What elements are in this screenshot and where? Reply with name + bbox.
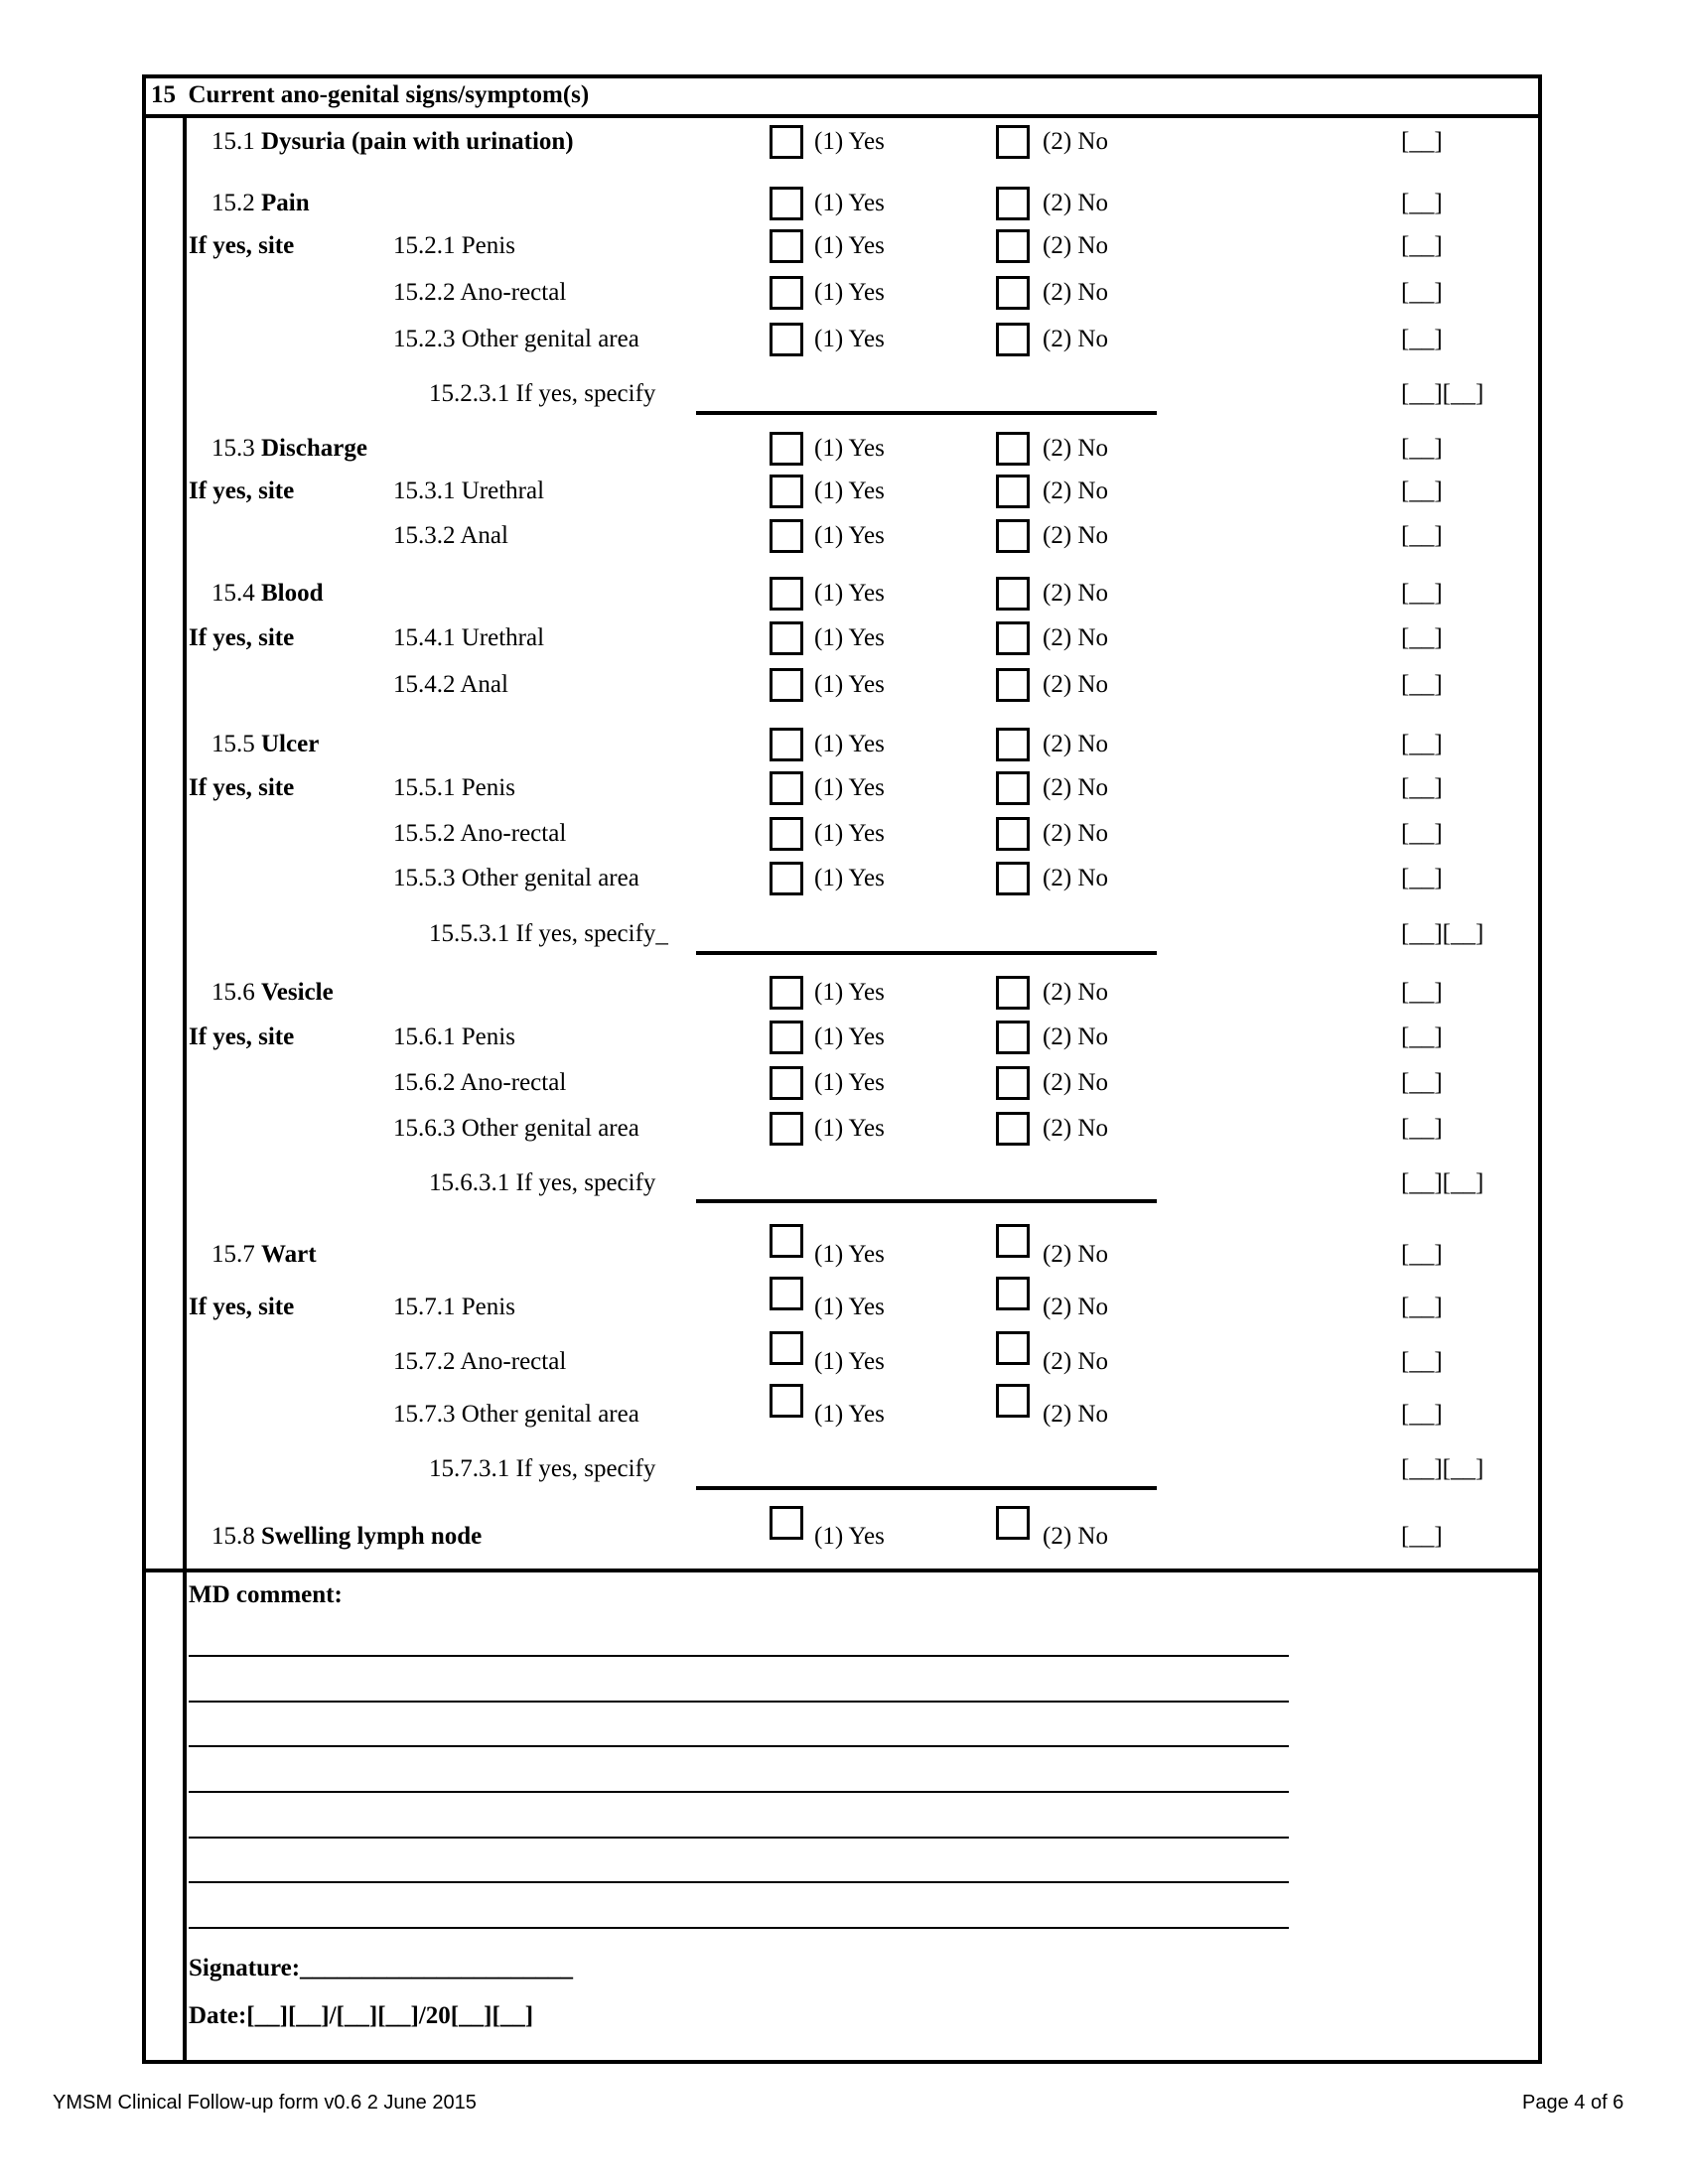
- yes-option-label: (1) Yes: [814, 774, 885, 801]
- item-number: 15.6.1: [393, 1024, 456, 1050]
- no-checkbox[interactable]: [996, 817, 1030, 851]
- footer-page-number: Page 4 of 6: [1522, 2092, 1624, 2114]
- no-option-label: (2) No: [1043, 1069, 1108, 1096]
- code-field[interactable]: [__]: [1401, 522, 1443, 549]
- item-number: 15.2.1: [393, 232, 456, 259]
- item-number: 15.7: [211, 1241, 255, 1268]
- no-option-label: (2) No: [1043, 580, 1108, 607]
- yes-option-label: (1) Yes: [814, 1523, 885, 1550]
- yes-checkbox[interactable]: [770, 276, 803, 310]
- no-option-label: (2) No: [1043, 1115, 1108, 1142]
- code-field[interactable]: [__]: [1401, 731, 1443, 757]
- yes-checkbox[interactable]: [770, 621, 803, 655]
- no-checkbox[interactable]: [996, 125, 1030, 159]
- item-15-3-1-label: [393, 477, 544, 506]
- code-field[interactable]: [__]: [1401, 1024, 1443, 1050]
- code-field[interactable]: [__]: [1401, 1069, 1443, 1096]
- no-option-label: (2) No: [1043, 820, 1108, 847]
- section-number: 15: [151, 81, 176, 108]
- no-option-label: (2) No: [1043, 1523, 1108, 1550]
- date-field[interactable]: Date:[__][__]/[__][__]/20[__][__]: [189, 2002, 534, 2029]
- code-field-double[interactable]: [__][__]: [1401, 380, 1484, 407]
- code-field[interactable]: [__]: [1401, 1115, 1443, 1142]
- item-15-6-label: [211, 978, 334, 1008]
- no-option-label: (2) No: [1043, 1401, 1108, 1428]
- code-field[interactable]: [__]: [1401, 671, 1443, 698]
- yes-checkbox[interactable]: [770, 976, 803, 1010]
- item-number: 15.3.1: [393, 478, 456, 504]
- item-number: 15.3: [211, 435, 255, 462]
- no-option-label: (2) No: [1043, 279, 1108, 306]
- yes-option-label: (1) Yes: [814, 1069, 885, 1096]
- no-checkbox[interactable]: [996, 621, 1030, 655]
- no-option-label: (2) No: [1043, 522, 1108, 549]
- item-15-4-2-label: [393, 670, 508, 700]
- yes-checkbox[interactable]: [770, 229, 803, 263]
- specify-input-line[interactable]: [696, 1486, 1157, 1490]
- no-checkbox[interactable]: [996, 577, 1030, 611]
- code-field[interactable]: [__]: [1401, 865, 1443, 891]
- item-number: 15.5.3: [393, 865, 456, 891]
- item-number: 15.7.1: [393, 1294, 456, 1320]
- item-15-6-2-label: [393, 1068, 566, 1098]
- yes-checkbox[interactable]: [770, 1277, 803, 1310]
- item-15-5-3-1-label: [429, 919, 668, 949]
- no-checkbox[interactable]: [996, 323, 1030, 356]
- code-field[interactable]: [__]: [1401, 979, 1443, 1006]
- yes-option-label: (1) Yes: [814, 1294, 885, 1320]
- no-checkbox[interactable]: [996, 519, 1030, 553]
- yes-checkbox[interactable]: [770, 475, 803, 508]
- comment-line[interactable]: [189, 1701, 1289, 1703]
- item-15-4-1-label: [393, 623, 544, 653]
- yes-checkbox[interactable]: [770, 1021, 803, 1054]
- no-option-label: (2) No: [1043, 128, 1108, 155]
- item-15-5-label: [211, 730, 319, 759]
- item-number: 15.4.1: [393, 624, 456, 651]
- code-field[interactable]: [__]: [1401, 774, 1443, 801]
- yes-option-label: (1) Yes: [814, 1401, 885, 1428]
- comment-line[interactable]: [189, 1745, 1289, 1747]
- comment-line[interactable]: [189, 1791, 1289, 1793]
- code-field[interactable]: [__]: [1401, 279, 1443, 306]
- item-number: 15.6.2: [393, 1069, 456, 1096]
- yes-option-label: (1) Yes: [814, 1241, 885, 1268]
- item-number: 15.5.2: [393, 820, 456, 847]
- item-15-5-2-label: [393, 819, 566, 849]
- item-name: Ulcer: [261, 731, 320, 757]
- item-name: Ano-rectal: [460, 1069, 567, 1096]
- code-field[interactable]: [__]: [1401, 1241, 1443, 1268]
- item-15-3-2-label: [393, 521, 508, 551]
- item-15-5-3-label: [393, 864, 639, 893]
- code-field[interactable]: [__]: [1401, 580, 1443, 607]
- section-header: [151, 77, 589, 113]
- no-checkbox[interactable]: [996, 475, 1030, 508]
- item-number: 15.3.2: [393, 522, 456, 549]
- item-name: Other genital area: [461, 1115, 639, 1142]
- no-option-label: (2) No: [1043, 435, 1108, 462]
- item-number: 15.4: [211, 580, 255, 607]
- signature-field[interactable]: Signature:______________________: [189, 1955, 574, 1981]
- no-checkbox[interactable]: [996, 1224, 1030, 1258]
- comment-divider: [142, 1569, 1542, 1572]
- comment-line[interactable]: [189, 1927, 1289, 1929]
- yes-checkbox[interactable]: [770, 771, 803, 805]
- item-name: Ano-rectal: [460, 820, 567, 847]
- code-field[interactable]: [__]: [1401, 128, 1443, 155]
- no-checkbox[interactable]: [996, 1384, 1030, 1418]
- item-name: Other genital area: [461, 1401, 639, 1428]
- code-field[interactable]: [__]: [1401, 232, 1443, 259]
- code-field[interactable]: [__]: [1401, 435, 1443, 462]
- yes-option-label: (1) Yes: [814, 580, 885, 607]
- item-number: 15.7.2: [393, 1348, 456, 1375]
- item-15-7-3-1-label: [429, 1454, 655, 1484]
- item-name: Urethral: [461, 478, 545, 504]
- no-checkbox[interactable]: [996, 1066, 1030, 1100]
- yes-option-label: (1) Yes: [814, 232, 885, 259]
- yes-checkbox[interactable]: [770, 323, 803, 356]
- code-field-double[interactable]: [__][__]: [1401, 1169, 1484, 1196]
- left-margin-divider: [183, 116, 187, 2064]
- no-checkbox[interactable]: [996, 1506, 1030, 1540]
- yes-checkbox[interactable]: [770, 1112, 803, 1146]
- item-15-6-1-label: [393, 1023, 515, 1052]
- no-checkbox[interactable]: [996, 771, 1030, 805]
- specify-input-line[interactable]: [696, 411, 1157, 415]
- footer-form-version: YMSM Clinical Follow-up form v0.6 2 June 2015: [53, 2092, 477, 2114]
- item-name: If yes, specify: [515, 380, 656, 407]
- no-option-label: (2) No: [1043, 1024, 1108, 1050]
- yes-option-label: (1) Yes: [814, 478, 885, 504]
- item-name: Penis: [461, 1024, 515, 1050]
- item-15-1-label: [211, 127, 574, 157]
- item-15-7-label: [211, 1240, 317, 1270]
- yes-checkbox[interactable]: [770, 125, 803, 159]
- item-15-2-2-label: [393, 278, 566, 308]
- item-15-6-3-label: [393, 1114, 639, 1144]
- item-15-3-label: [211, 434, 367, 464]
- code-field[interactable]: [__]: [1401, 1348, 1443, 1375]
- yes-checkbox[interactable]: [770, 862, 803, 895]
- no-checkbox[interactable]: [996, 862, 1030, 895]
- code-field[interactable]: [__]: [1401, 1523, 1443, 1550]
- item-name: Anal: [460, 522, 508, 549]
- yes-option-label: (1) Yes: [814, 1115, 885, 1142]
- if-yes-site-label: If yes, site: [189, 1024, 295, 1050]
- section-title: Current ano-genital signs/symptom(s): [188, 81, 590, 108]
- item-name: Dysuria (pain with urination): [261, 128, 574, 155]
- item-name: Penis: [461, 774, 515, 801]
- item-number: 15.6: [211, 979, 255, 1006]
- no-checkbox[interactable]: [996, 276, 1030, 310]
- yes-checkbox[interactable]: [770, 817, 803, 851]
- no-checkbox[interactable]: [996, 187, 1030, 220]
- item-name: Blood: [261, 580, 324, 607]
- yes-option-label: (1) Yes: [814, 731, 885, 757]
- item-name: Anal: [460, 671, 508, 698]
- item-number: 15.8: [211, 1523, 255, 1550]
- item-name: Urethral: [461, 624, 545, 651]
- item-name: Penis: [461, 1294, 515, 1320]
- code-field[interactable]: [__]: [1401, 820, 1443, 847]
- header-divider: [142, 114, 1542, 118]
- item-number: 15.1: [211, 128, 255, 155]
- item-15-8-label: [211, 1522, 482, 1552]
- item-number: 15.2: [211, 190, 255, 216]
- item-number: 15.2.2: [393, 279, 456, 306]
- no-option-label: (2) No: [1043, 979, 1108, 1006]
- item-number: 15.5: [211, 731, 255, 757]
- item-number: 15.4.2: [393, 671, 456, 698]
- code-field-double[interactable]: [__][__]: [1401, 920, 1484, 947]
- if-yes-site-label: If yes, site: [189, 478, 295, 504]
- item-number: 15.2.3.1: [429, 380, 510, 407]
- yes-option-label: (1) Yes: [814, 128, 885, 155]
- item-name: Vesicle: [261, 979, 334, 1006]
- item-name: Pain: [261, 190, 310, 216]
- item-name: If yes, specify: [515, 1169, 656, 1196]
- yes-option-label: (1) Yes: [814, 865, 885, 891]
- no-checkbox[interactable]: [996, 668, 1030, 702]
- yes-option-label: (1) Yes: [814, 190, 885, 216]
- comment-line[interactable]: [189, 1655, 1289, 1657]
- comment-line[interactable]: [189, 1837, 1289, 1839]
- item-15-2-label: [211, 189, 310, 218]
- no-option-label: (2) No: [1043, 478, 1108, 504]
- yes-checkbox[interactable]: [770, 1224, 803, 1258]
- if-yes-site-label: If yes, site: [189, 774, 295, 801]
- yes-checkbox[interactable]: [770, 1066, 803, 1100]
- specify-input-line[interactable]: [696, 951, 1157, 955]
- code-field[interactable]: [__]: [1401, 624, 1443, 651]
- item-15-7-2-label: [393, 1347, 566, 1377]
- no-checkbox[interactable]: [996, 728, 1030, 761]
- if-yes-site-label: If yes, site: [189, 232, 295, 259]
- code-field[interactable]: [__]: [1401, 1401, 1443, 1428]
- yes-checkbox[interactable]: [770, 728, 803, 761]
- item-name: Ano-rectal: [460, 279, 567, 306]
- yes-option-label: (1) Yes: [814, 1024, 885, 1050]
- item-15-7-3-label: [393, 1400, 639, 1430]
- item-number: 15.7.3.1: [429, 1455, 510, 1482]
- specify-input-line[interactable]: [696, 1199, 1157, 1203]
- if-yes-site-label: If yes, site: [189, 1294, 295, 1320]
- item-number: 15.5.3.1: [429, 920, 510, 947]
- item-name: Other genital area: [461, 326, 639, 352]
- code-field-double[interactable]: [__][__]: [1401, 1455, 1484, 1482]
- item-name: Penis: [461, 232, 515, 259]
- yes-checkbox[interactable]: [770, 519, 803, 553]
- no-option-label: (2) No: [1043, 624, 1108, 651]
- item-15-7-1-label: [393, 1293, 515, 1322]
- yes-option-label: (1) Yes: [814, 624, 885, 651]
- yes-option-label: (1) Yes: [814, 979, 885, 1006]
- no-option-label: (2) No: [1043, 1348, 1108, 1375]
- no-option-label: (2) No: [1043, 774, 1108, 801]
- no-checkbox[interactable]: [996, 432, 1030, 466]
- item-name: Other genital area: [461, 865, 639, 891]
- item-name: Discharge: [261, 435, 367, 462]
- yes-checkbox[interactable]: [770, 432, 803, 466]
- item-number: 15.7.3: [393, 1401, 456, 1428]
- item-15-2-1-label: [393, 231, 515, 261]
- item-name: Swelling lymph node: [261, 1523, 483, 1550]
- item-number: 15.5.1: [393, 774, 456, 801]
- md-comment-label: MD comment:: [189, 1581, 343, 1608]
- item-name: If yes, specify: [515, 1455, 656, 1482]
- comment-line[interactable]: [189, 1881, 1289, 1883]
- yes-checkbox[interactable]: [770, 187, 803, 220]
- item-number: 15.6.3.1: [429, 1169, 510, 1196]
- item-15-4-label: [211, 579, 324, 609]
- yes-checkbox[interactable]: [770, 1331, 803, 1365]
- no-checkbox[interactable]: [996, 229, 1030, 263]
- no-checkbox[interactable]: [996, 1331, 1030, 1365]
- item-15-5-1-label: [393, 773, 515, 803]
- item-name: If yes, specify_: [515, 920, 668, 947]
- item-number: 15.6.3: [393, 1115, 456, 1142]
- yes-checkbox[interactable]: [770, 1384, 803, 1418]
- item-name: Ano-rectal: [460, 1348, 567, 1375]
- item-number: 15.2.3: [393, 326, 456, 352]
- no-option-label: (2) No: [1043, 1294, 1108, 1320]
- yes-option-label: (1) Yes: [814, 1348, 885, 1375]
- yes-option-label: (1) Yes: [814, 326, 885, 352]
- no-option-label: (2) No: [1043, 326, 1108, 352]
- yes-option-label: (1) Yes: [814, 522, 885, 549]
- yes-checkbox[interactable]: [770, 1506, 803, 1540]
- code-field[interactable]: [__]: [1401, 326, 1443, 352]
- if-yes-site-label: If yes, site: [189, 624, 295, 651]
- no-option-label: (2) No: [1043, 671, 1108, 698]
- no-checkbox[interactable]: [996, 1112, 1030, 1146]
- no-checkbox[interactable]: [996, 1277, 1030, 1310]
- no-option-label: (2) No: [1043, 232, 1108, 259]
- yes-checkbox[interactable]: [770, 668, 803, 702]
- yes-option-label: (1) Yes: [814, 279, 885, 306]
- item-15-2-3-label: [393, 325, 639, 354]
- code-field[interactable]: [__]: [1401, 478, 1443, 504]
- code-field[interactable]: [__]: [1401, 1294, 1443, 1320]
- no-option-label: (2) No: [1043, 865, 1108, 891]
- item-15-2-3-1-label: [429, 379, 655, 409]
- yes-checkbox[interactable]: [770, 577, 803, 611]
- no-checkbox[interactable]: [996, 976, 1030, 1010]
- no-option-label: (2) No: [1043, 731, 1108, 757]
- item-name: Wart: [261, 1241, 317, 1268]
- no-option-label: (2) No: [1043, 1241, 1108, 1268]
- yes-option-label: (1) Yes: [814, 671, 885, 698]
- no-option-label: (2) No: [1043, 190, 1108, 216]
- no-checkbox[interactable]: [996, 1021, 1030, 1054]
- yes-option-label: (1) Yes: [814, 435, 885, 462]
- item-15-6-3-1-label: [429, 1168, 655, 1198]
- code-field[interactable]: [__]: [1401, 190, 1443, 216]
- yes-option-label: (1) Yes: [814, 820, 885, 847]
